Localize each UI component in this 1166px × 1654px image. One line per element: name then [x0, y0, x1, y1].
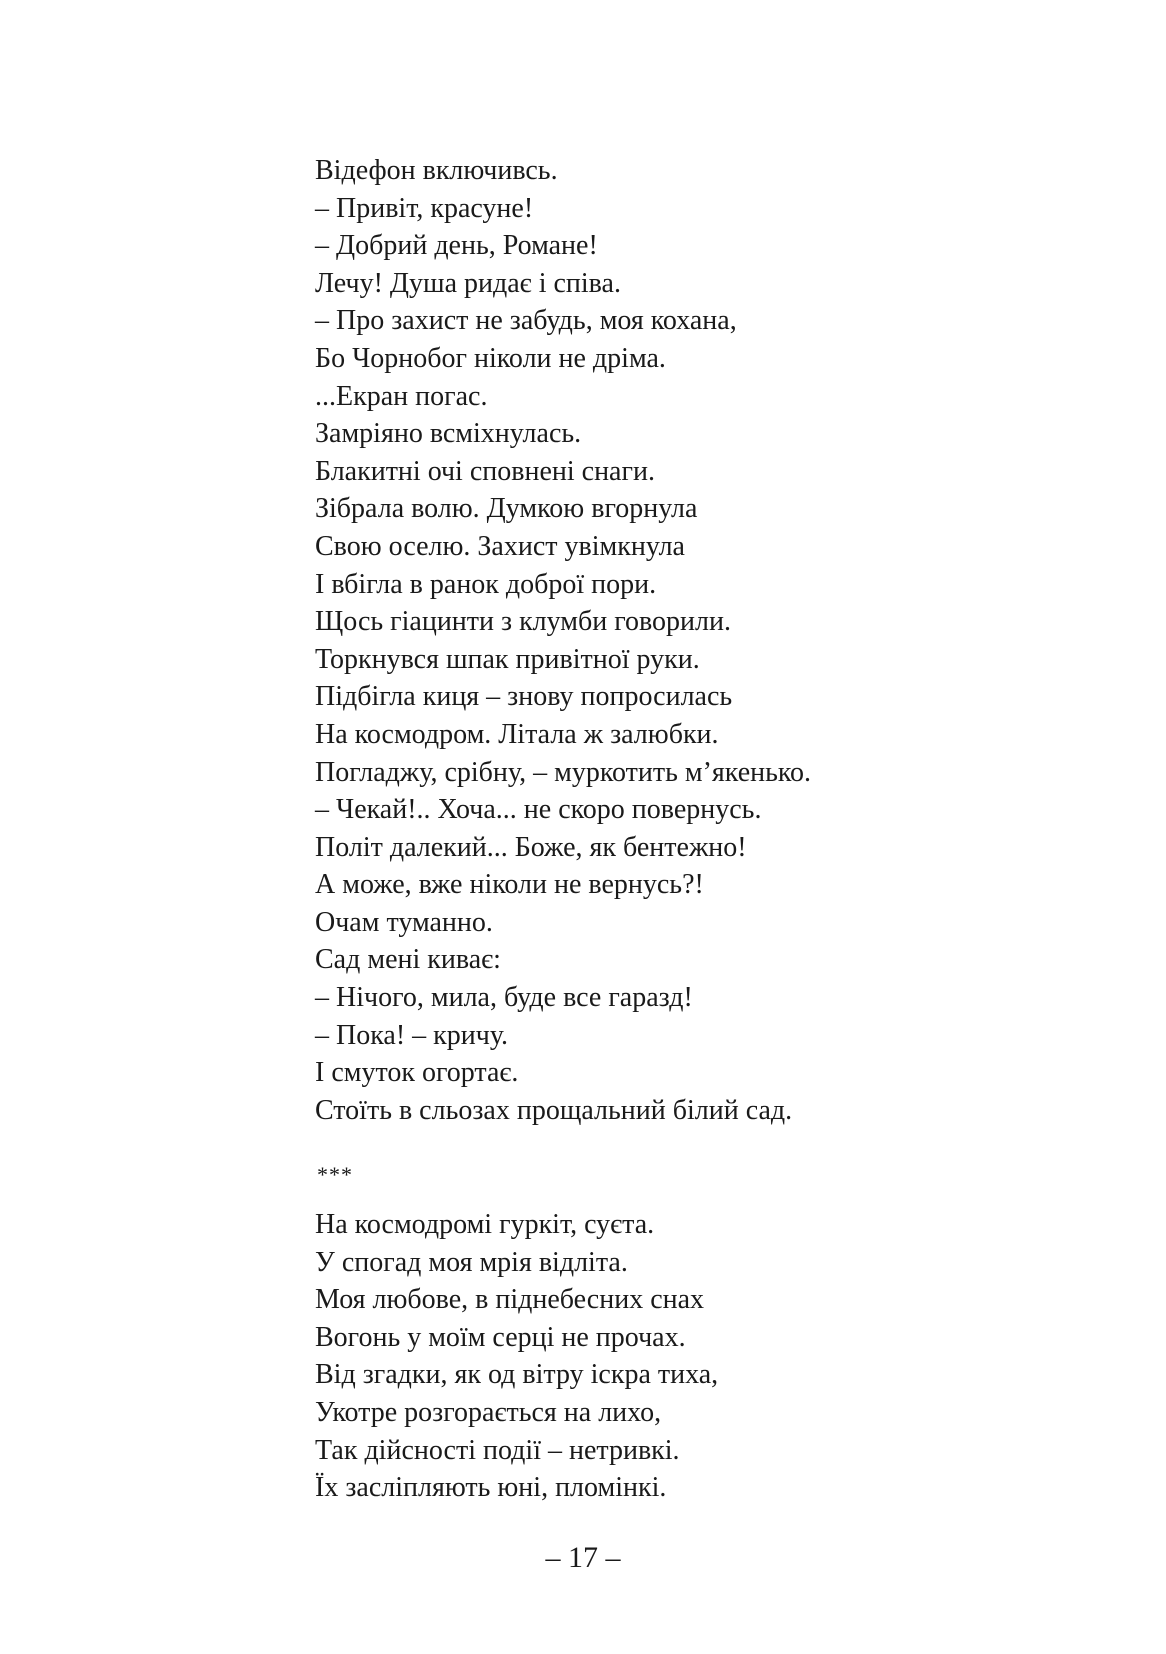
poem-line: Політ далекий... Боже, як бентежно! — [315, 831, 747, 863]
poem-line: Очам туманно. — [315, 906, 493, 938]
poem-line: ...Екран погас. — [315, 380, 488, 412]
poem-line: – Пока! – кричу. — [315, 1019, 509, 1051]
poem-line: Вогонь у моїм серці не прочах. — [315, 1321, 686, 1353]
poem-line: У спогад моя мрія відліта. — [315, 1246, 628, 1278]
poem-line: Укотре розгорається на лихо, — [315, 1396, 662, 1428]
poem-line: Підбігла киця – знову попросилась — [315, 681, 733, 713]
poem-line: На космодромі гуркіт, суєта. — [315, 1209, 655, 1240]
poem-line: І вбігла в ранок доброї пори. — [315, 568, 657, 600]
poem-line: Блакитні очі сповнені снаги. — [315, 455, 655, 487]
poem-line: Замріяно всміхнулась. — [315, 418, 582, 450]
poem-line: Відефон включивсь. — [315, 155, 558, 186]
poem-line: А може, вже ніколи не вернусь?! — [315, 869, 704, 901]
poem-line: Так дійсності події – нетривкі. — [315, 1434, 680, 1466]
poem-line: Свою оселю. Захист увімкнула — [315, 530, 685, 562]
poem-line: На космодром. Літала ж залюбки. — [315, 718, 719, 750]
poem-line: – Про захист не забудь, моя кохана, — [315, 305, 737, 337]
section-separator: *** — [317, 1162, 353, 1187]
poem-stanza-two — [315, 1206, 718, 1507]
poem-line: Торкнувся шпак привітної руки. — [315, 643, 700, 675]
poem-line: І смуток огортає. — [315, 1057, 519, 1089]
poem-line: – Нічого, мила, буде все гаразд! — [315, 982, 693, 1014]
poem-line: Щось гіацинти з клумби говорили. — [315, 606, 731, 638]
poem-line: Сад мені киває: — [315, 944, 501, 976]
poem-line: Їх засліпляють юні, пломінкі. — [315, 1472, 667, 1504]
poem-line: Від згадки, як од вітру іскра тиха, — [315, 1359, 719, 1391]
poem-line: – Привіт, красуне! — [315, 192, 534, 224]
poem-line: – Чекай!.. Хоча... не скоро повернусь. — [315, 794, 762, 826]
poem-line: Погладжу, срібну, – муркотить м’якенько. — [315, 756, 812, 788]
page-number: – 17 – — [545, 1541, 621, 1574]
poem-stanza-one — [315, 152, 811, 1129]
poem-line: Бо Чорнобог ніколи не дріма. — [315, 342, 666, 374]
poem-line: Моя любове, в піднебесних снах — [315, 1284, 705, 1316]
poem-line: – Добрий день, Романе! — [315, 230, 598, 262]
poem-line: Зібрала волю. Думкою вгорнула — [315, 493, 698, 525]
poem-line: Лечу! Душа ридає і співа. — [315, 267, 621, 299]
poem-line: Стоїть в сльозах прощальний білий сад. — [315, 1094, 793, 1126]
